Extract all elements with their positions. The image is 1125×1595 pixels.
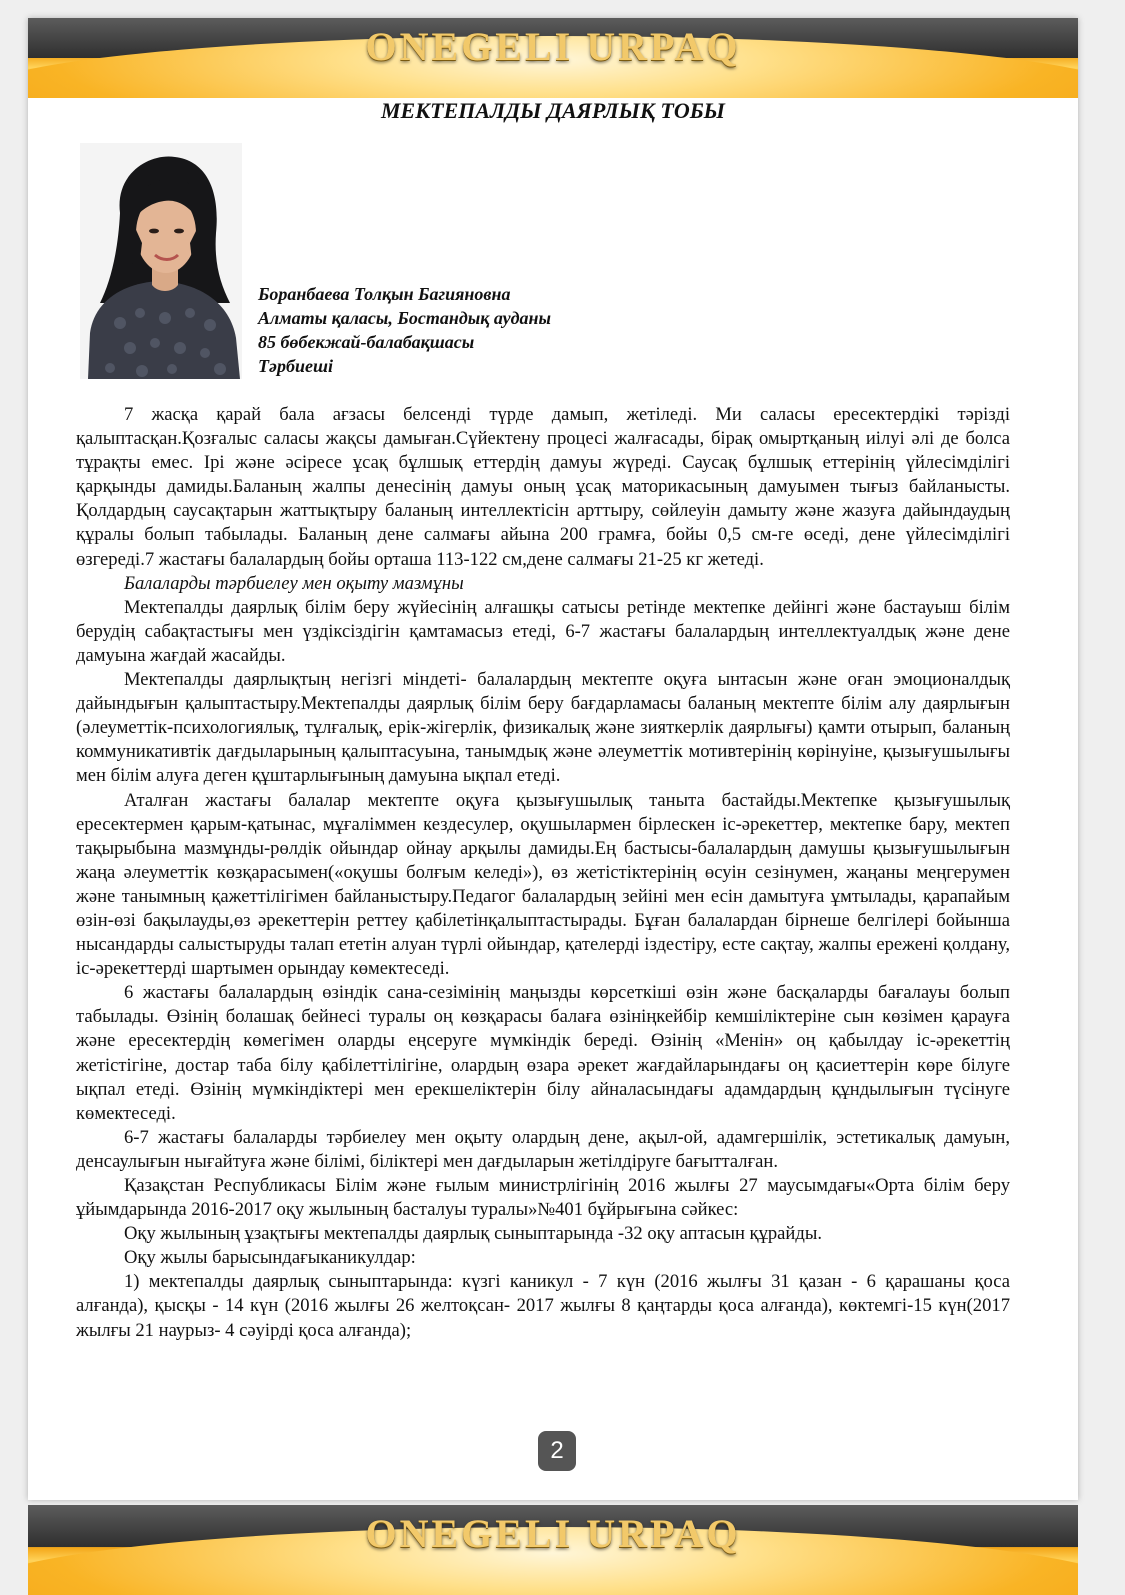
paragraph: Қазақстан Республикасы Білім және ғылым министрлігінің 2016 жылғы 27 маусымдағы«Орта білім беру ұйымдарында 2016-2017 оқу жылының басталуы туралы»№401 бұйрығына сәйкес: [76,1175,1010,1221]
document-page [28,18,1078,1500]
banner-title-bottom: ONEGELI URPAQ [365,1511,741,1556]
article-heading: МЕКТЕПАЛДЫ ДАЯРЛЫҚ ТОБЫ [380,98,726,123]
top-banner [28,18,1078,98]
paragraph: Мектепалды даярлықтың негізгі міндеті- балалардың мектепте оқуға ынтасын және оған эмоционалдық дайындығын қалыптастыру.Мектепалды даярлық білім беру бағдарламасы баланың мектепте білім алу даярлығын (әлеуметтік-психологиялық, тұлғалық, ерік-жігерлік, физикалық және зияткерлік даярлығы) қамти отырып, баланың коммуникативтік дағдыларының қалыптасуына, танымдық және әлеуметтік мотивтерінің көрінуіне, қызығушылығы мен білім алуға деген құштарлығының дамуына ықпал етеді. [76,669,1010,787]
paragraph: Оқу жылы барысындағыканикулдар: [124,1247,416,1269]
page-number-badge: 2 [538,1431,576,1471]
author-organization: 85 бөбекжай-балабақшасы [258,332,475,352]
paragraph: Оқу жылының ұзақтығы мектепалды даярлық сыныптарында -32 оқу аптасын құрайды. [124,1223,822,1245]
bottom-banner [28,1505,1078,1595]
banner-title: ONEGELI URPAQ [365,24,741,69]
author-photo [80,143,242,379]
paragraph: 6 жастағы балалардың өзіндік сана-сезімінің маңызды көрсеткіші өзін және басқаларды бағалауы болып табылады. Өзінің болашақ бейнесі туралы оң көзқарасы балаға өзініңкейбір кемшіліктеріне сын көзімен қарауға және ересектердің көмегімен оларды еңсеруге мүмкіндік береді. Өзінің «Менін» оң қабылдау іс-әрекеттің жетістігіне, достар таба білу қабілеттілігіне, олардың өзара әрекет жағдайларындағы оң қасиеттерін көре білуге ықпал етеді. Өзінің мүмкіндіктері мен ерекшеліктерін білу айналасындағы адамдардың құндылығын түсінуге көмектеседі. [76,982,1010,1124]
paragraph: 1) мектепалды даярлық сыныптарында: күзгі каникул - 7 күн (2016 жылғы 31 қазан - 6 қарашаны қоса алғанда), қысқы - 14 күн (2016 жылғы 26 желтоқсан- 2017 жылғы 8 қаңтарды қоса алғанда), көктемгі-15 күн(2017 жылғы 21 наурыз- 4 сәуірді қоса алғанда); [76,1271,1010,1341]
paragraph: Аталған жастағы балалар мектепте оқуға қызығушылық таныта бастайды.Мектепке қызығушылық ересектермен қарым-қатынас, мұғаліммен кездесулер, оқушылармен бірлескен іс-әрекеттер, мектепке бару, мектеп тақырыбына мазмұнды-рөлдік ойындар ойнау арқылы дамиды.Ең бастысы-балалардың дамушы қызығушылығын жаңа әлеуметтік көзқарасымен(«оқушы болғым келеді»), өз жетістіктерінің өсуін сезінумен, жаңаны меңгерумен және танымның қажеттілігімен байланыстыру.Педагог балалардың зейіні мен есін дамытуға ұмтылады, қарапайым өзін-өзі бақылауды,өз әрекеттерін реттеу қабілетінқалыптастырады. Бұған балалардан бірнеше белгілері бойынша нысандарды салыстыруды талап ететін алуан түрлі ойындар, қателерді іздестіру, есте сақтау, жалпы ережені қолдану, іс-әрекеттерді шартымен орындау көмектеседі. [76,789,1010,980]
paragraph: 6-7 жастағы балаларды тәрбиелеу мен оқыту олардың дене, ақыл-ой, адамгершілік, эстетикалық дамуын, денсаулығын нығайтуға және білімі, біліктері мен дағдыларын жетілдіруге бағытталған. [76,1126,1010,1172]
paragraph: 7 жасқа қарай бала ағзасы белсенді түрде дамып, жетіледі. Ми саласы ересектердікі тәрізді қалыптасқан.Қозғалыс саласы жақсы дамыған.Сүйектену процесі жалғасады, бірақ омыртқаның иілуі әлі де болса тұрақты емес. Ірі және әсіресе ұсақ бұлшық еттердің дамуы жүреді. Саусақ бұлшық еттерінің үйлесімділігі қарқынды дамиды.Баланың жалпы денесінің дамуы оның ұсақ маторикасының дамуымен тығыз байланысты. Қолдардың саусақтарын жаттықтыру баланың интеллектісін арттыру, сөйлеуін дамыту және жазуға дайындаудың құралы болып табылады. Баланың дене салмағы айына 200 грамға, бойы 0,5 см-ге өседі, дене үйлесімділігі өзгереді.7 жастағы балалардың бойы орташа 113-122 см,дене салмағы 21-25 кг жетеді. [76,404,1010,570]
author-location: Алматы қаласы, Бостандық ауданы [258,308,551,328]
subheading: Балаларды тәрбиелеу мен оқыту мазмұны [124,572,464,594]
author-info [258,282,551,378]
paragraph: Мектепалды даярлық білім беру жүйесінің алғашқы сатысы ретінде мектепке дейінгі және бастауыш білім берудің сабақтастығы мен үздіксіздігін қамтамасыз етеді, 6-7 жастағы балалардың интеллектуалдық және дене дамуына жағдай жасайды. [76,596,1010,666]
portrait-image [80,143,242,379]
author-role: Тәрбиеші [258,356,333,376]
article-body [76,403,1010,1343]
author-name: Боранбаева Толқын Багияновна [258,284,511,304]
